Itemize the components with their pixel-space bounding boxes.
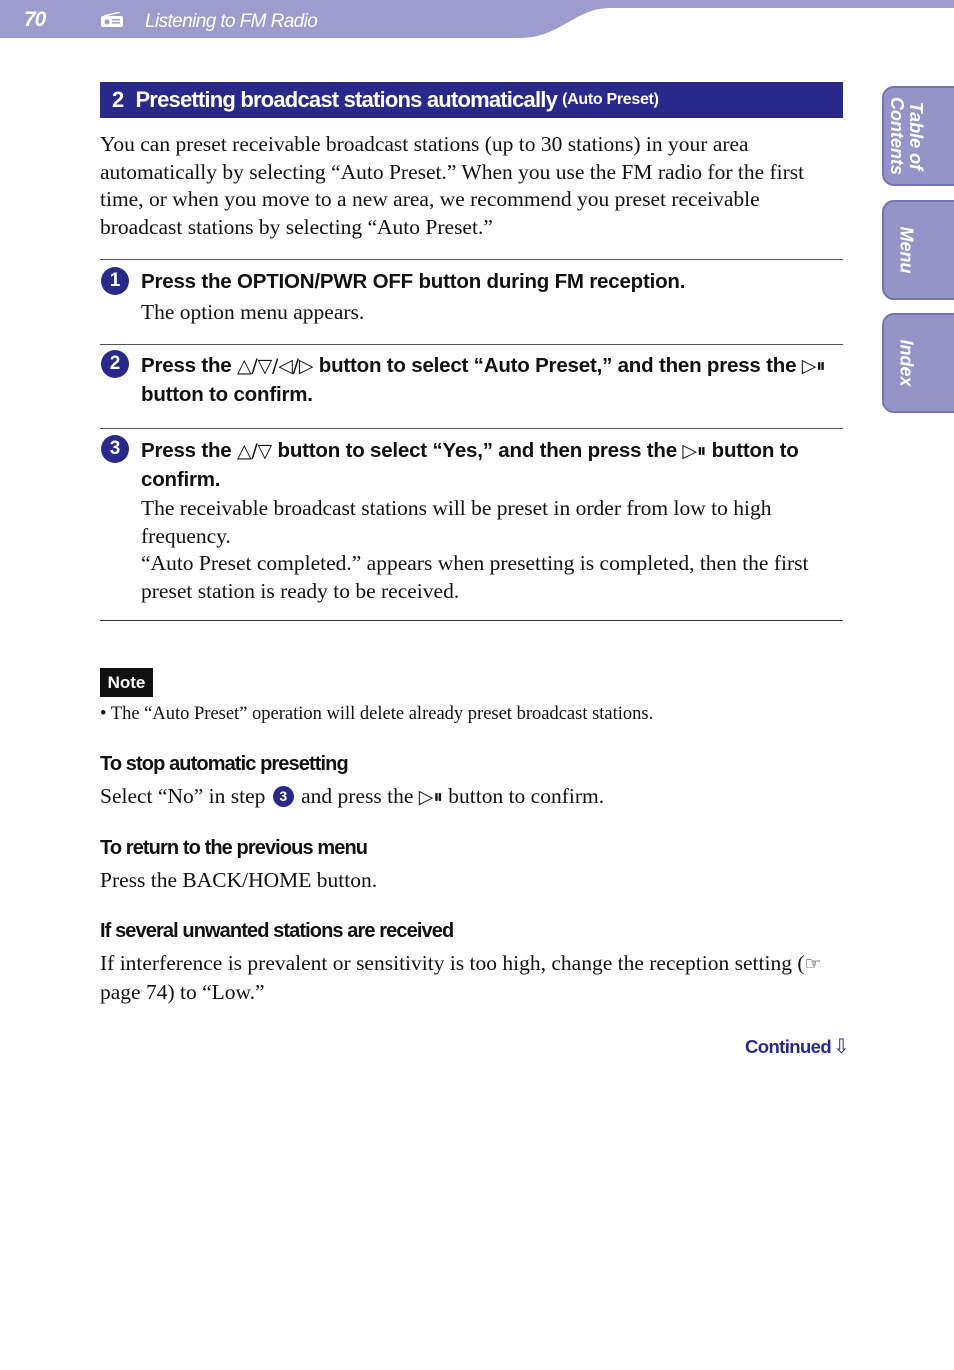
tab-menu[interactable] [882, 200, 954, 300]
step-3-text-b: button to select “Yes,” and then press the [272, 439, 683, 462]
stop-text-b: and press the [295, 784, 419, 808]
continued-link[interactable] [745, 1034, 849, 1058]
note-badge: Note [100, 668, 153, 697]
pointing-hand-icon: ☞ [804, 953, 822, 975]
return-body: Press the BACK/HOME button. [100, 868, 378, 892]
step-2-title [141, 352, 841, 408]
unwanted-text-b: page 74) to “Low.” [100, 979, 265, 1004]
play-pause-icon: ▷⏸ [418, 786, 443, 808]
arrow-down-icon: ⇩ [833, 1034, 850, 1058]
continued-label: Continued [745, 1036, 832, 1057]
stop-text-c: button to confirm. [442, 784, 605, 808]
unwanted-heading: If several unwanted stations are received [100, 920, 454, 942]
unwanted-text-a: If interference is prevalent or sensitivity is too high, change the reception setting ( [100, 951, 805, 975]
divider [100, 259, 843, 260]
divider [100, 344, 843, 345]
tab-menu-label: Menu [896, 226, 917, 274]
intro-paragraph: You can preset receivable broadcast stations (up to 30 stations) in your area automatically by selecting “Auto Preset.” When you use the FM radio for the first time, or when you move to a new area, we recommend you preset receivable broadcast stations by selecting “Auto Preset.” [100, 132, 805, 239]
step-3-text-c: button to confirm. [141, 439, 799, 491]
play-pause-icon: ▷⏸ [682, 440, 707, 462]
heading-title: Presetting broadcast stations automatically [135, 87, 558, 112]
divider [100, 620, 843, 621]
step-2-text-b: button to select “Auto Preset,” and then press the [313, 354, 802, 377]
section-title: Listening to FM Radio [145, 11, 318, 32]
main-heading [100, 82, 843, 118]
unwanted-body [100, 950, 840, 1006]
play-pause-icon: ▷⏸ [801, 355, 826, 377]
up-down-buttons-icon: △/▽ [237, 440, 273, 462]
divider [100, 428, 843, 429]
step-1-title: Press the OPTION/PWR OFF button during FM reception. [141, 270, 686, 293]
stop-heading: To stop automatic presetting [100, 753, 348, 775]
tab-table-of-contents[interactable] [882, 86, 954, 186]
step-1-body: The option menu appears. [141, 300, 365, 324]
return-heading: To return to the previous menu [100, 837, 368, 859]
tab-toc-label: Table of Contents [887, 97, 926, 175]
direction-buttons-icon: △/▽/◁/▷ [237, 355, 314, 377]
heading-subtitle: (Auto Preset) [562, 91, 659, 108]
page-number: 70 [24, 8, 46, 31]
step-2-text-c: button to confirm. [141, 382, 313, 406]
step-3-text-a: Press the [141, 439, 237, 462]
step-1-number: 1 [101, 267, 129, 295]
stop-body [100, 783, 840, 812]
tab-index-label: Index [896, 339, 917, 387]
note-item: • The “Auto Preset” operation will delete already preset broadcast stations. [100, 704, 654, 724]
step-3-title [141, 437, 841, 493]
tab-index[interactable] [882, 313, 954, 413]
step-3-number: 3 [101, 435, 129, 463]
step-2-number: 2 [101, 350, 129, 378]
step-3-body-2: “Auto Preset completed.” appears when presetting is completed, then the first preset station is ready to be received. [141, 551, 809, 603]
step-2-text-a: Press the [141, 354, 237, 377]
step-3-body-1: The receivable broadcast stations will be preset in order from low to high frequency. [141, 496, 772, 548]
step-3-ref: 3 [273, 786, 294, 807]
heading-number: 2 [112, 87, 124, 112]
header-bar-shape [0, 0, 954, 40]
stop-text-a: Select “No” in step [100, 784, 271, 808]
header-bar [0, 0, 954, 40]
